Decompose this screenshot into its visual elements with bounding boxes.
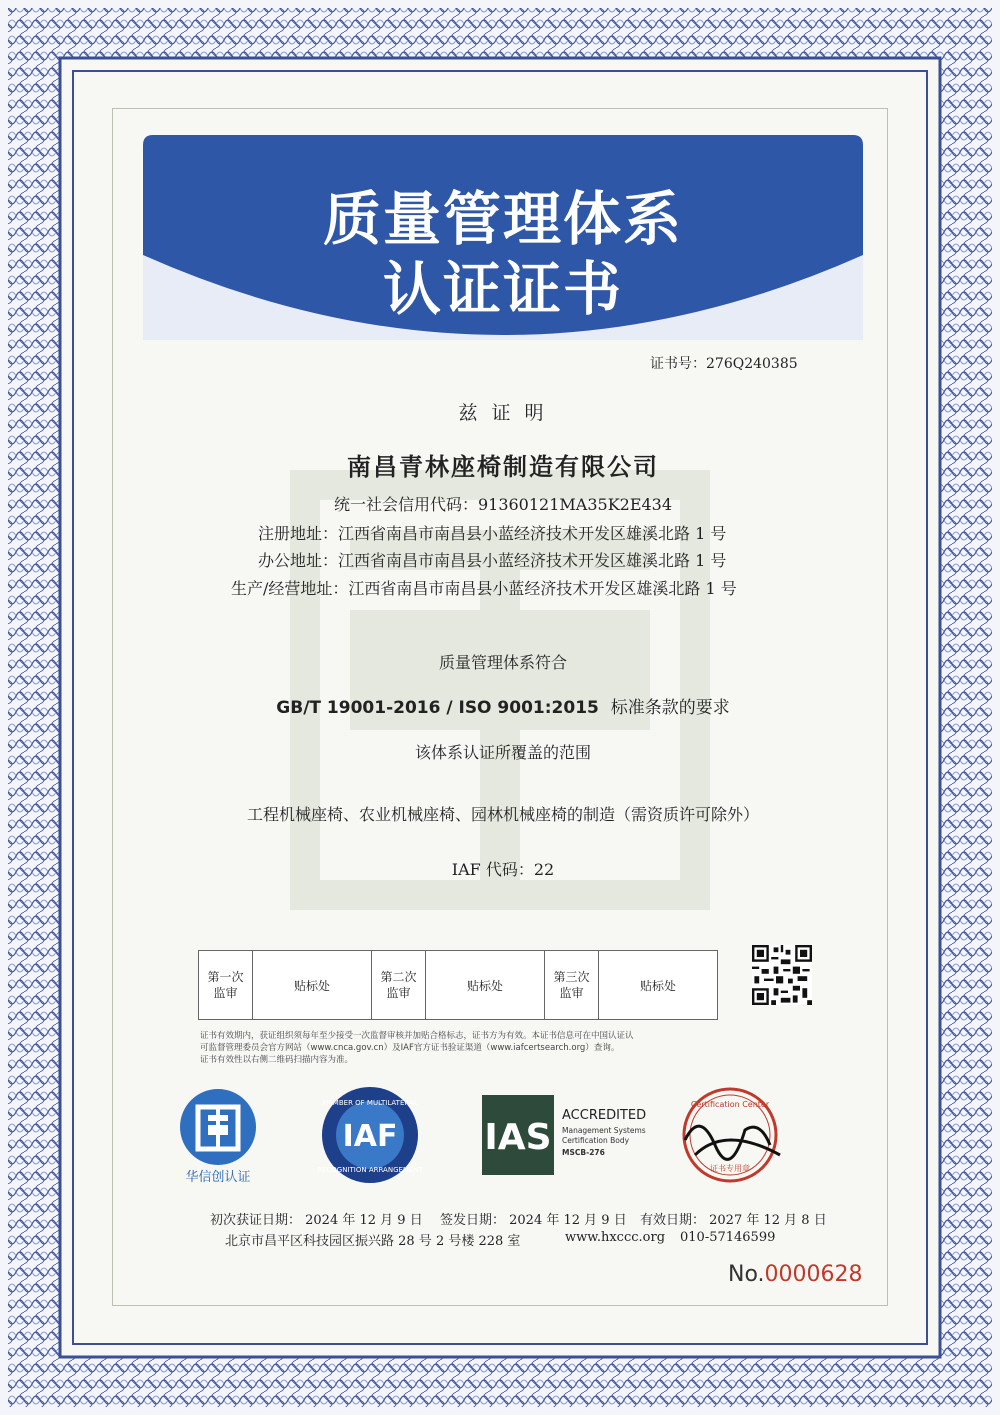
audit-label-2: 第二次 监审 [372,951,426,1020]
certificate-title-line1: 质量管理体系 [322,185,683,253]
serial-digits: 0000628 [764,1262,863,1287]
iaf-ring-top: MEMBER OF MULTILATERAL [322,1099,418,1107]
fine-print: 证书有效期内，获证组织须每年至少接受一次监督审核并加贴合格标志，证书方为有效。本证书信息可在中国认证认 可监督管理委员会官方网站（www.cnca.gov.cn）及IAF官方证书验证渠道（www.iafcertsearch.org）查询。 证书有效性以右侧二维码扫描内容为准。 [200,1031,634,1065]
accreditation-logos [170,1085,830,1185]
audit-label-1: 第一次 监审 [199,951,253,1020]
standard-line [143,693,863,718]
footer-address: 北京市昌平区科技园区振兴路 28 号 2 号楼 228 室 [225,1234,521,1249]
hereby-certify: 兹 证 明 [458,402,548,424]
production-address: 生产/经营地址：江西省南昌市南昌县小蓝经济技术开发区雄溪北路 1 号 [231,579,737,598]
hxc-logo-icon [180,1089,256,1185]
footer-phone: 010-57146599 [680,1230,776,1245]
certificate-number: 证书号：276Q240385 [650,356,798,372]
ias-text: IAS [484,1117,552,1158]
ias-line2: Certification Body [562,1136,630,1145]
office-address: 办公地址：江西省南昌市南昌县小蓝经济技术开发区雄溪北路 1 号 [258,551,727,570]
official-seal-icon [684,1089,780,1181]
ias-accredited: ACCREDITED [562,1108,647,1123]
footer-website[interactable]: www.hxccc.org [565,1230,666,1245]
expiry-date: 有效日期： 2027 年 12 月 8 日 [640,1213,827,1228]
serial-prefix: No. [728,1262,765,1287]
iaf-logo-icon [317,1087,424,1183]
scope-heading: 该体系认证所覆盖的范围 [414,743,591,762]
ias-logo-icon [482,1095,646,1175]
sticker-slot-3: 贴标处 [599,951,718,1020]
seal-bottom: 证书专用章 [710,1164,750,1173]
iaf-text: IAF [342,1119,398,1154]
surveillance-table [198,950,718,1020]
audit-label-3: 第三次 监审 [545,951,599,1020]
standard-suffix: 标准条款的要求 [610,698,730,718]
ias-code: MSCB-276 [562,1148,605,1157]
seal-top: Certification Center [690,1100,770,1109]
serial-number [728,1262,863,1287]
conform-text: 质量管理体系符合 [438,653,567,672]
sticker-slot-1: 贴标处 [253,951,372,1020]
scope-text: 工程机械座椅、农业机械座椅、园林机械座椅的制造（需资质许可除外） [246,805,759,824]
initial-date: 初次获证日期： 2024 年 12 月 9 日 [210,1213,423,1228]
registered-address: 注册地址：江西省南昌市南昌县小蓝经济技术开发区雄溪北路 1 号 [258,524,727,543]
certificate-title-line2: 认证证书 [382,255,623,323]
standard-code: GB/T 19001-2016 / ISO 9001:2015 [276,698,599,718]
company-name: 南昌青林座椅制造有限公司 [347,453,659,481]
sticker-slot-2: 贴标处 [426,951,545,1020]
qr-code-icon[interactable] [752,945,812,1005]
credit-code: 统一社会信用代码：91360121MA35K2E434 [333,495,673,514]
iaf-ring-bottom: RECOGNITION ARRANGEMENT [317,1166,423,1174]
issue-date: 签发日期： 2024 年 12 月 9 日 [440,1213,627,1228]
hxc-name: 华信创认证 [185,1170,251,1185]
iaf-code: IAF 代码：22 [451,860,555,879]
ias-line1: Management Systems [562,1126,646,1135]
